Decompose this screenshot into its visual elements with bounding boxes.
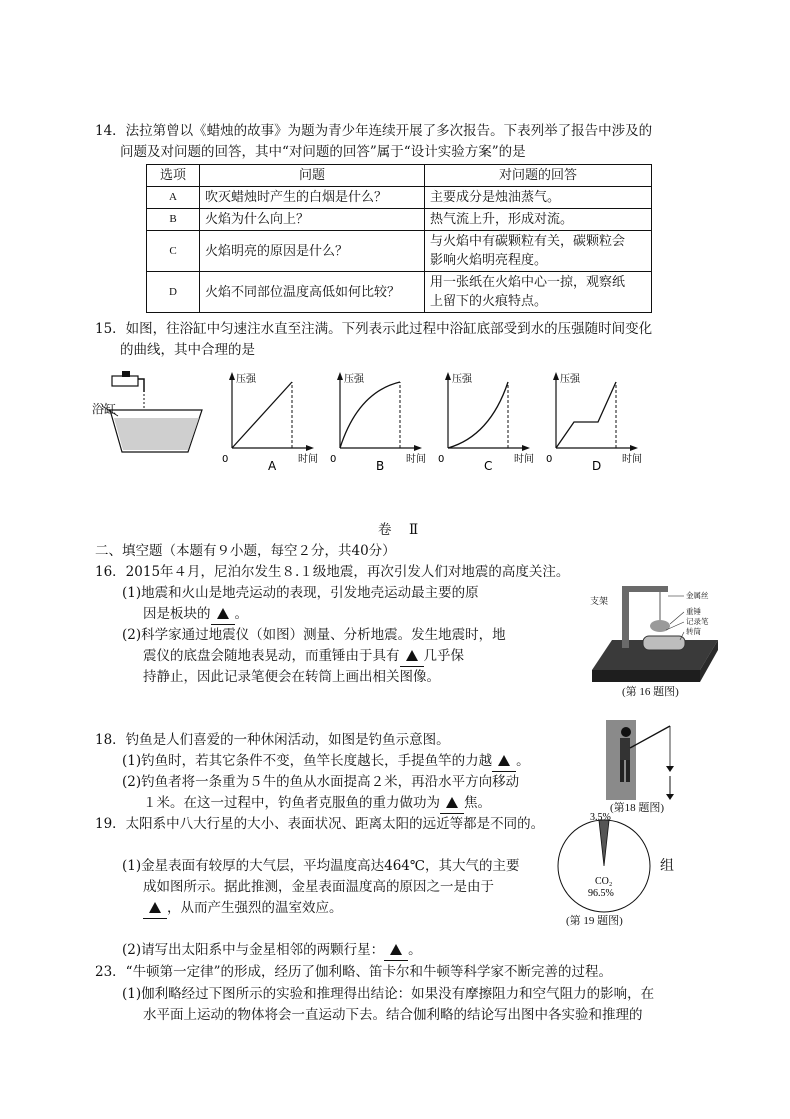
y-axis-label: 压强 xyxy=(236,374,256,385)
q18-part2-line1: (2)钓鱼者将一条重为５牛的鱼从水面提高２米，再沿水平方向移动 xyxy=(122,774,520,790)
x-arrow xyxy=(414,445,422,451)
q14-stem-line1: 14．法拉第曾以《蜡烛的故事》为题为青少年连续开展了多次报告。下表列举了报告中涉及的 xyxy=(95,123,653,139)
q19-part1-line3: ，从而产生强烈的温室效应。 xyxy=(143,898,343,919)
table-row xyxy=(147,187,652,209)
label-hammer: 重锤 xyxy=(686,607,701,616)
answer-blank xyxy=(143,898,167,919)
label-support: 支架 xyxy=(590,597,609,607)
x-axis-label: 时间 xyxy=(406,454,426,465)
label-wire: 金属丝 xyxy=(686,591,709,600)
pressure-curve xyxy=(448,382,508,448)
seismograph-figure xyxy=(588,578,723,684)
q14-table xyxy=(146,164,652,313)
tub-label: 浴缸 xyxy=(92,402,117,416)
answer-cell: 主要成分是烛油蒸气。 xyxy=(425,187,652,209)
x-axis-label: 时间 xyxy=(298,454,318,465)
answer-blank xyxy=(440,793,464,814)
origin-label: 0 xyxy=(546,454,553,465)
y-axis-label: 压强 xyxy=(344,374,364,385)
q19-stem: 19．太阳系中八大行星的大小、表面状况、距离太阳的远近等都是不同的。 xyxy=(95,816,545,832)
option-label: C xyxy=(484,459,493,473)
pressure-curve xyxy=(556,382,616,448)
pressure-time-graphs xyxy=(218,366,648,476)
triangle-icon xyxy=(446,797,458,808)
answer-blank xyxy=(384,940,408,961)
q16-part1-line1: (1)地震和火山是地壳运动的表现，引发地壳运动最主要的原 xyxy=(122,585,479,601)
question-cell: 火焰明亮的原因是什么？ xyxy=(200,231,425,272)
label-drum: 转筒 xyxy=(686,627,701,636)
fig19-caption: (第 19 题图) xyxy=(566,915,623,927)
answer-cell xyxy=(425,231,652,272)
header-option: 选项 xyxy=(147,165,200,187)
x-axis-label: 时间 xyxy=(622,454,642,465)
answer-blank xyxy=(492,751,516,772)
q19-part2: (2)请写出太阳系中与金星相邻的两颗行星： 。 xyxy=(122,940,422,961)
triangle-icon xyxy=(217,608,229,619)
pie-small-label: 3.5% xyxy=(590,812,611,823)
fig16-caption: (第 16 题图) xyxy=(622,686,679,698)
section-heading: 二、填空题（本题有９小题，每空２分，共40分） xyxy=(95,543,396,559)
triangle-icon xyxy=(498,755,510,766)
triangle-icon xyxy=(149,902,161,913)
faucet-icon xyxy=(112,376,138,386)
option-cell: D xyxy=(147,272,200,313)
q16-part2-line2: 震仪的底盘会随地表晃动，而重锤由于具有 几乎保 xyxy=(143,646,464,667)
q18-part1: (1)钓鱼时，若其它条件不变，鱼竿长度越长，手提鱼竿的力越 。 xyxy=(122,751,530,772)
q15-stem-line1: 15．如图，往浴缸中匀速注水直至注满。下列表示此过程中浴缸底部受到水的压强随时间变化 xyxy=(95,321,653,337)
origin-label: 0 xyxy=(222,454,229,465)
answer-line: 与火焰中有碳颗粒有关，碳颗粒会 xyxy=(430,234,626,249)
q16-stem: 16．2015年４月，尼泊尔发生８.１级地震，再次引发人们对地震的高度关注。 xyxy=(95,564,570,580)
header-answer: 对问题的回答 xyxy=(425,165,652,187)
answer-cell xyxy=(425,272,652,313)
q23-stem: 23．“牛顿第一定律”的形成，经历了伽利略、笛卡尔和牛顿等科学家不断完善的过程。 xyxy=(95,964,612,980)
triangle-icon xyxy=(406,650,418,661)
y-arrow xyxy=(445,372,451,380)
origin-label: 0 xyxy=(438,454,445,465)
q18-stem: 18．钓鱼是人们喜爱的一种休闲活动，如图是钓鱼示意图。 xyxy=(95,732,450,748)
pie-main-label: CO₂ xyxy=(595,876,613,887)
label-pen: 记录笔 xyxy=(686,617,709,626)
q19-part1-line1: (1)金星表面有较厚的大气层，平均温度高达464℃，其大气的主要 xyxy=(122,858,520,874)
triangle-icon xyxy=(390,944,402,955)
q16-part1-line2: 因是板块的 。 xyxy=(143,604,248,625)
table-header-row xyxy=(147,165,652,187)
pressure-curve xyxy=(232,382,292,448)
pie-main-value: 96.5% xyxy=(588,888,614,899)
option-label: A xyxy=(268,459,277,473)
q23-part1-line2: 水平面上运动的物体将会一直运动下去。结合伽利略的结论写出图中各实验和推理的 xyxy=(143,1007,643,1023)
person-icon xyxy=(621,727,631,737)
y-arrow xyxy=(553,372,559,380)
option-label: D xyxy=(592,459,602,473)
option-label: B xyxy=(376,459,385,473)
answer-line: 上留下的火痕特点。 xyxy=(430,294,548,309)
question-cell: 火焰不同部位温度高低如何比较？ xyxy=(200,272,425,313)
q16-part2-line1: (2)科学家通过地震仪（如图）测量、分析地震。发生地震时，地 xyxy=(122,627,506,643)
origin-label: 0 xyxy=(330,454,337,465)
question-cell: 火焰为什么向上？ xyxy=(200,209,425,231)
answer-line: 用一张纸在火焰中心一掠，观察纸 xyxy=(430,275,626,290)
fig18-caption: (第18 题图) xyxy=(610,802,665,814)
q15-stem-line2: 的曲线，其中合理的是 xyxy=(120,342,255,358)
pressure-curve xyxy=(340,382,400,448)
q19-part1-line2: 成如图所示。据此推测，金星表面温度高的原因之一是由于 xyxy=(143,879,494,895)
table-row xyxy=(147,272,652,313)
volume-title: 卷 Ⅱ xyxy=(378,522,421,538)
y-arrow xyxy=(337,372,343,380)
q19-side-char: 组 xyxy=(660,858,674,874)
y-axis-label: 压强 xyxy=(560,374,580,385)
fishing-figure xyxy=(600,716,680,800)
y-arrow xyxy=(229,372,235,380)
x-arrow xyxy=(630,445,638,451)
table-row xyxy=(147,209,652,231)
option-cell: C xyxy=(147,231,200,272)
answer-blank xyxy=(400,646,424,667)
question-cell: 吹灭蜡烛时产生的白烟是什么？ xyxy=(200,187,425,209)
venus-atmosphere-pie-chart xyxy=(552,806,656,914)
q14-stem-line2: 问题及对问题的回答，其中“对问题的回答”属于“设计实验方案”的是 xyxy=(120,144,526,160)
answer-cell: 热气流上升，形成对流。 xyxy=(425,209,652,231)
x-arrow xyxy=(522,445,530,451)
answer-line: 影响火焰明亮程度。 xyxy=(430,253,548,268)
header-question: 问题 xyxy=(200,165,425,187)
y-axis-label: 压强 xyxy=(452,374,472,385)
q18-part2-line2: １米。在这一过程中，钓鱼者克服鱼的重力做功为 焦。 xyxy=(143,793,491,814)
q16-part2-line3: 持静止，因此记录笔便会在转筒上画出相关图像。 xyxy=(143,669,440,685)
q23-part1-line1: (1)伽利略经过下图所示的实验和推理得出结论：如果没有摩擦阻力和空气阻力的影响，在 xyxy=(122,986,655,1002)
option-cell: A xyxy=(147,187,200,209)
x-arrow xyxy=(306,445,314,451)
table-row xyxy=(147,231,652,272)
answer-blank xyxy=(211,604,235,625)
x-axis-label: 时间 xyxy=(514,454,534,465)
option-cell: B xyxy=(147,209,200,231)
